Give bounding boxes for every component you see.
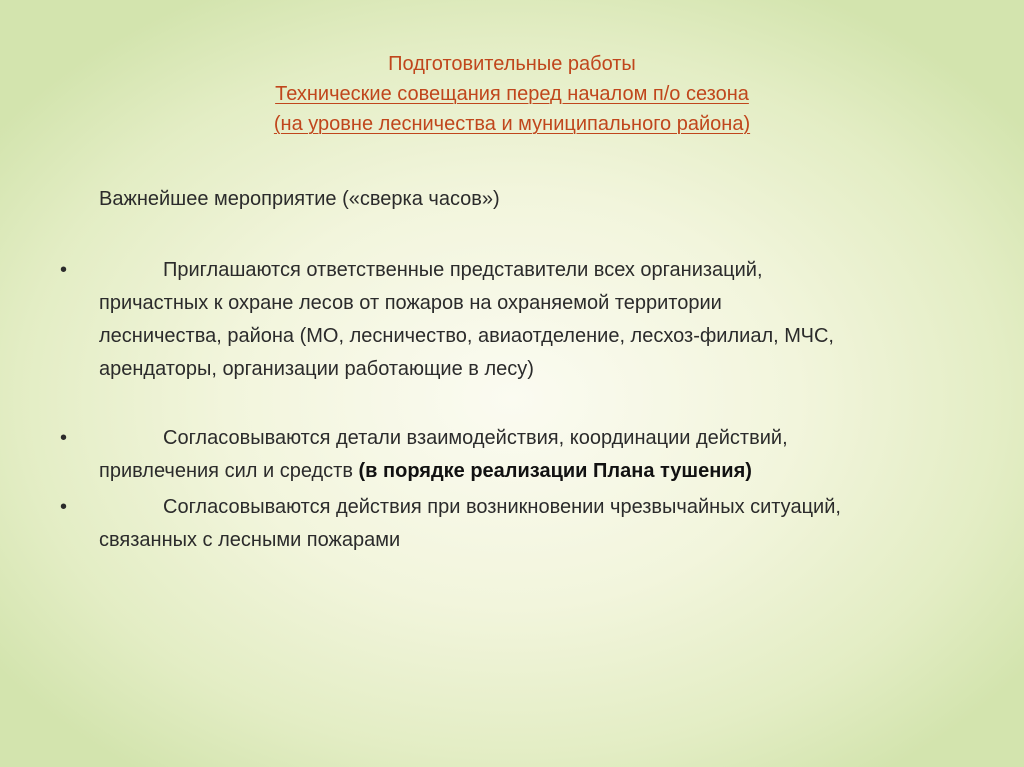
slide-subtitle-line-2: (на уровне лесничества и муниципального района) xyxy=(273,113,751,135)
bullet-icon: • xyxy=(60,259,68,281)
bullet-3-line-1: Согласовываются действия при возникновении чрезвычайных ситуаций, xyxy=(163,496,841,518)
slide-title-block xyxy=(0,49,1024,139)
slide-title: Подготовительные работы xyxy=(388,53,636,75)
bullet-text-3 xyxy=(99,491,979,557)
bullet-icon: • xyxy=(60,427,68,449)
intro-text: Важнейшее мероприятие («сверка часов») xyxy=(99,188,500,210)
bullet-3-line-2: связанных с лесными пожарами xyxy=(99,529,401,551)
bullet-icon: • xyxy=(60,496,68,518)
bullet-2-line-2: привлечения сил и средств xyxy=(99,460,359,482)
bullet-1-line-4: арендаторы, организации работающие в лесу) xyxy=(99,358,534,380)
bullet-2-line-1: Согласовываются детали взаимодействия, координации действий, xyxy=(163,427,788,449)
bullet-1-line-1: Приглашаются ответственные представители всех организаций, xyxy=(163,259,763,281)
bullet-text-1 xyxy=(99,254,979,386)
bullet-text-2 xyxy=(99,422,979,488)
bullet-1-line-2: причастных к охране лесов от пожаров на охраняемой территории xyxy=(99,292,722,314)
slide-subtitle-line-1: Технические совещания перед началом п/о сезона xyxy=(275,83,749,105)
bullet-2-bold-text: (в порядке реализации Плана тушения) xyxy=(358,460,752,482)
bullet-1-line-3: лесничества, района (МО, лесничество, авиаотделение, лесхоз-филиал, МЧС, xyxy=(99,325,834,347)
